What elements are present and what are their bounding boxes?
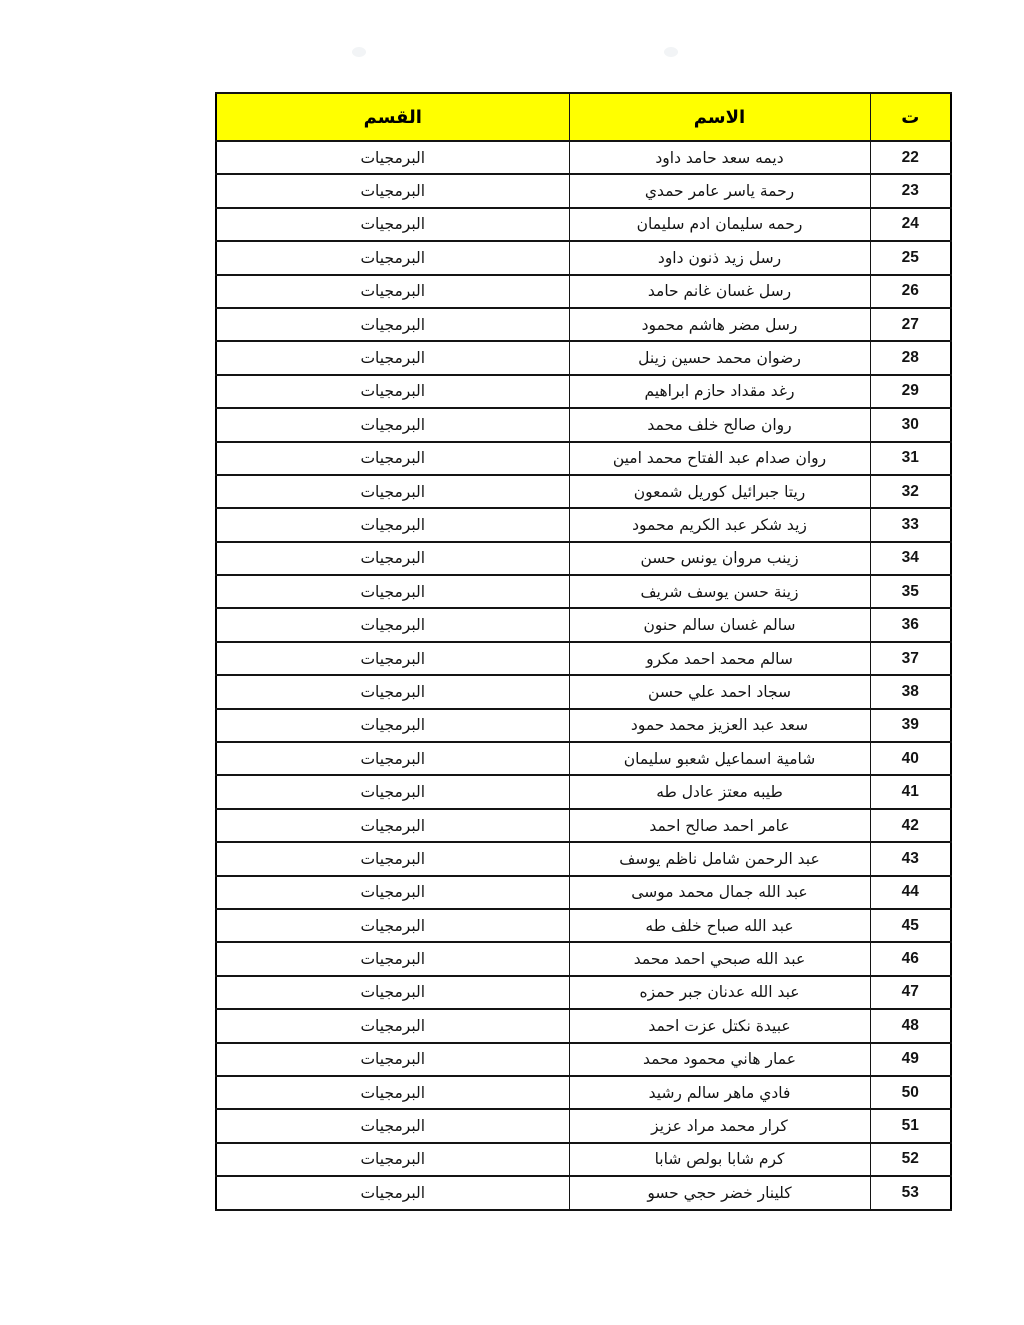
table-row [216,308,951,341]
table-row [216,742,951,775]
department-cell: البرمجيات [216,208,569,241]
department-cell: البرمجيات [216,341,569,374]
table-row [216,842,951,875]
name-cell: ريتا جبرائيل كوريل شمعون [569,475,870,508]
name-cell: كرار محمد مراد عزيز [569,1109,870,1142]
department-cell: البرمجيات [216,141,569,174]
table-row [216,976,951,1009]
department-cell: البرمجيات [216,1109,569,1142]
department-cell: البرمجيات [216,742,569,775]
name-cell: فادي ماهر سالم رشيد [569,1076,870,1109]
number-cell: 35 [870,575,951,608]
name-cell: عبيدة نكتل عزت احمد [569,1009,870,1042]
name-cell: زيد شكر عبد الكريم محمود [569,508,870,541]
number-cell: 33 [870,508,951,541]
name-cell: عبد الله صباح خلف طه [569,909,870,942]
number-cell: 24 [870,208,951,241]
table-row [216,942,951,975]
name-cell: رحمه سليمان ادم سليمان [569,208,870,241]
number-cell: 38 [870,675,951,708]
number-cell: 26 [870,275,951,308]
table-row [216,408,951,441]
table-row [216,1076,951,1109]
department-cell: البرمجيات [216,375,569,408]
table-row [216,876,951,909]
department-cell: البرمجيات [216,842,569,875]
table-row [216,241,951,274]
department-cell: البرمجيات [216,241,569,274]
number-cell: 30 [870,408,951,441]
table-row [216,642,951,675]
department-cell: البرمجيات [216,942,569,975]
scan-artifact [664,47,678,57]
name-cell: زينة حسن يوسف شريف [569,575,870,608]
number-cell: 31 [870,442,951,475]
name-cell: عبد الله صبحي احمد محمد [569,942,870,975]
number-cell: 52 [870,1143,951,1176]
department-cell: البرمجيات [216,876,569,909]
table-row [216,141,951,174]
name-cell: طيبه معتز عادل طه [569,775,870,808]
department-cell: البرمجيات [216,675,569,708]
table-row [216,809,951,842]
number-cell: 27 [870,308,951,341]
name-cell: رسل زيد ذنون داود [569,241,870,274]
table-body [216,141,951,1210]
department-cell: البرمجيات [216,1076,569,1109]
number-cell: 37 [870,642,951,675]
number-cell: 46 [870,942,951,975]
table-row [216,909,951,942]
staff-roster-table [215,92,952,1211]
department-cell: البرمجيات [216,308,569,341]
number-cell: 49 [870,1043,951,1076]
number-cell: 48 [870,1009,951,1042]
header-department: القسم [216,93,569,141]
table-row [216,1109,951,1142]
name-cell: ديمه سعد حامد داود [569,141,870,174]
department-cell: البرمجيات [216,542,569,575]
number-cell: 40 [870,742,951,775]
name-cell: عامر احمد صالح احمد [569,809,870,842]
table-row [216,1176,951,1209]
table-row [216,709,951,742]
name-cell: سجاد احمد علي حسن [569,675,870,708]
department-cell: البرمجيات [216,174,569,207]
table-row [216,174,951,207]
name-cell: روان صالح خلف محمد [569,408,870,441]
table-row [216,508,951,541]
department-cell: البرمجيات [216,408,569,441]
name-cell: روان صدام عبد الفتاح محمد امين [569,442,870,475]
name-cell: عبد الرحمن شامل ناظم يوسف [569,842,870,875]
name-cell: عمار هاني محمود محمد [569,1043,870,1076]
department-cell: البرمجيات [216,709,569,742]
department-cell: البرمجيات [216,1176,569,1209]
name-cell: سالم محمد احمد مكرو [569,642,870,675]
number-cell: 53 [870,1176,951,1209]
table-row [216,341,951,374]
table-row [216,208,951,241]
department-cell: البرمجيات [216,909,569,942]
number-cell: 39 [870,709,951,742]
department-cell: البرمجيات [216,775,569,808]
number-cell: 42 [870,809,951,842]
department-cell: البرمجيات [216,508,569,541]
name-cell: زينب مروان يونس حسن [569,542,870,575]
name-cell: رسل مضر هاشم محمود [569,308,870,341]
number-cell: 32 [870,475,951,508]
table-row [216,275,951,308]
number-cell: 45 [870,909,951,942]
number-cell: 36 [870,608,951,641]
number-cell: 23 [870,174,951,207]
department-cell: البرمجيات [216,642,569,675]
table-row [216,475,951,508]
scan-artifact [352,47,366,57]
header-name: الاسم [569,93,870,141]
name-cell: رسل غسان غانم حامد [569,275,870,308]
header-row [216,93,951,141]
header-number: ت [870,93,951,141]
number-cell: 50 [870,1076,951,1109]
number-cell: 51 [870,1109,951,1142]
name-cell: عبد الله جمال محمد موسى [569,876,870,909]
name-cell: كلينار خضر حجي حسو [569,1176,870,1209]
number-cell: 28 [870,341,951,374]
name-cell: شامية اسماعيل شعبو سليمان [569,742,870,775]
name-cell: سعد عبد العزيز محمد حمود [569,709,870,742]
number-cell: 29 [870,375,951,408]
table-row [216,775,951,808]
department-cell: البرمجيات [216,1009,569,1042]
number-cell: 25 [870,241,951,274]
table-header [216,93,951,141]
table-row [216,675,951,708]
number-cell: 47 [870,976,951,1009]
table-row [216,1009,951,1042]
number-cell: 41 [870,775,951,808]
name-cell: كرم شابا بولص شابا [569,1143,870,1176]
name-cell: رضوان محمد حسين زينل [569,341,870,374]
number-cell: 22 [870,141,951,174]
table-row [216,375,951,408]
number-cell: 34 [870,542,951,575]
table-row [216,442,951,475]
department-cell: البرمجيات [216,575,569,608]
department-cell: البرمجيات [216,809,569,842]
name-cell: سالم غسان سالم حنون [569,608,870,641]
name-cell: رحمة ياسر عامر حمدي [569,174,870,207]
department-cell: البرمجيات [216,1043,569,1076]
name-cell: عبد الله عدنان جبر حمزه [569,976,870,1009]
number-cell: 44 [870,876,951,909]
number-cell: 43 [870,842,951,875]
table-row [216,1043,951,1076]
department-cell: البرمجيات [216,275,569,308]
department-cell: البرمجيات [216,608,569,641]
table-row [216,1143,951,1176]
department-cell: البرمجيات [216,1143,569,1176]
department-cell: البرمجيات [216,442,569,475]
department-cell: البرمجيات [216,475,569,508]
table-row [216,542,951,575]
table-row [216,575,951,608]
department-cell: البرمجيات [216,976,569,1009]
name-cell: رغد مقداد حازم ابراهيم [569,375,870,408]
table-row [216,608,951,641]
